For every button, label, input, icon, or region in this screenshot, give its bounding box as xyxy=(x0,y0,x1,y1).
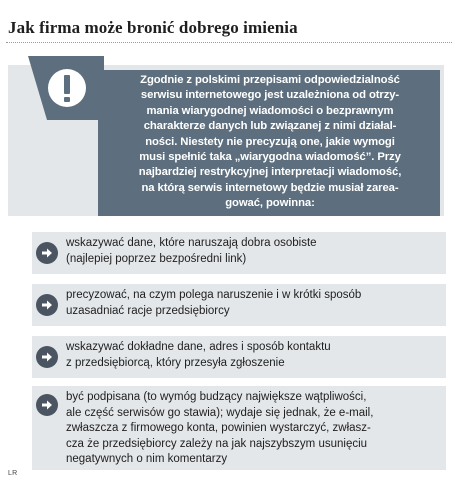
notice-line: serwisu internetowego jest uzależniona od otrzy- xyxy=(140,89,400,102)
notice-text xyxy=(102,73,438,212)
list-item-line: precyzować, na czym polega naruszenie i w krótki sposób xyxy=(66,289,362,301)
list-item-line: wskazywać dokładne dane, adres i sposób kontaktu xyxy=(66,341,331,353)
title-divider xyxy=(6,42,452,43)
notice-line: gować, powinna: xyxy=(225,197,315,210)
notice-line: charakterze danych lub związanej z nimi działal- xyxy=(143,120,397,133)
exclamation-icon-dot xyxy=(64,97,70,102)
list-item-line: być podpisana (to wymóg budzący największe wątpliwości, xyxy=(66,391,367,403)
list-item-line: cza że przedsiębiorcy zależy na jak najszybszym usunięciu xyxy=(66,437,368,450)
list-item xyxy=(32,386,446,470)
list-item-text xyxy=(66,340,331,371)
notice-line: Zgodnie z polskimi przepisami odpowiedzialność xyxy=(140,74,400,86)
arrow-right-icon xyxy=(36,394,58,416)
list-item-line: (najlepiej poprzez bezpośredni link) xyxy=(66,252,247,265)
notice-line: ności. Niestety nie precyzują one, jakie wymogi xyxy=(145,135,395,148)
list-item-line: zwłaszcza z firmowego konta, powinien wystarczyć, zwłasz- xyxy=(66,422,371,435)
page-title: Jak firma może bronić dobrego imienia xyxy=(8,18,298,37)
list-item xyxy=(32,284,446,326)
exclamation-icon-bar xyxy=(64,75,70,94)
list-item xyxy=(32,336,446,378)
list-item xyxy=(32,232,446,274)
arrow-right-icon xyxy=(36,294,58,316)
list-item-line: uzasadniać racje przedsiębiorcy xyxy=(66,304,230,317)
notice-line: mania wiarygodnej wiadomości o bezprawnym xyxy=(146,104,394,117)
notice-line: najbardziej restrykcyjnej interpretacji wiadomość, xyxy=(138,166,402,179)
list-item-line: z przedsiębiorcą, który przesyła zgłoszenie xyxy=(66,356,285,369)
list-item-line: ale część serwisów go stawia); wydaje się jednak, że e-mail, xyxy=(66,406,374,419)
arrow-right-icon xyxy=(36,346,58,368)
notice-line: na którą serwis internetowy będzie musiał zarea- xyxy=(141,181,399,194)
list-item-text xyxy=(66,236,317,267)
list-item-text xyxy=(66,288,361,319)
list-item-line: negatywnych o nim komentarzy xyxy=(66,453,228,466)
notice-line: musi spełnić taka „wiarygodna wiadomość”. Przy xyxy=(139,151,401,164)
arrow-right-icon xyxy=(36,242,58,264)
list-item-line: wskazywać dane, które naruszają dobra osobiste xyxy=(66,237,317,249)
list-item-text xyxy=(66,390,373,468)
source-credit: LR xyxy=(8,470,18,477)
